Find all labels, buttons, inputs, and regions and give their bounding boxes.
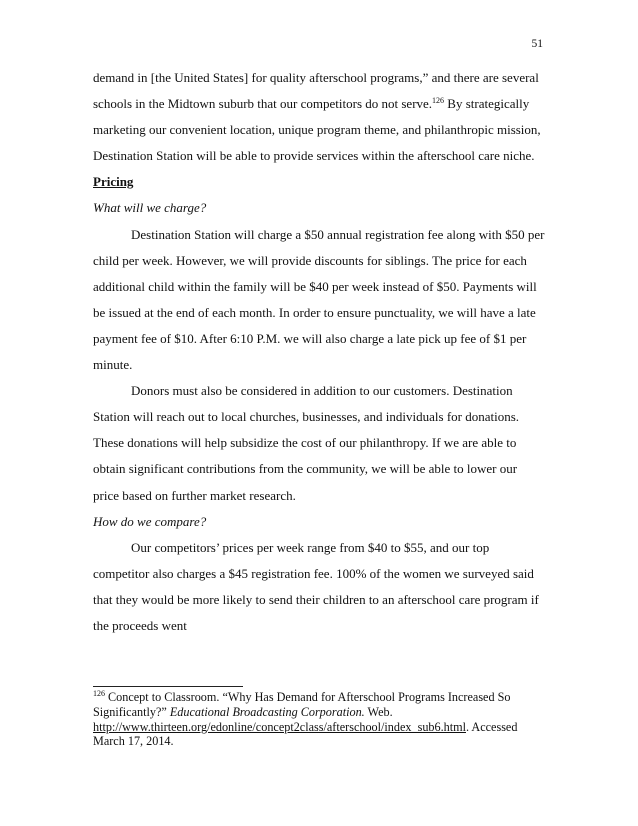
footnote-text: . Accessed March 17, 2014. [93, 719, 518, 749]
paragraph-charges: Destination Station will charge a $50 annual registration fee along with $50 per child per week. However, we will provide discounts for siblings. The price for each additional child within the family will be $40 per week instead of $50. Payments will be issued at the end of each month. In order to ensure punctuality, we will have a late payment fee of $10. After 6:10 P.M. we will also charge a late pick up fee of $1 per minute. [93, 226, 545, 373]
footnote-url-link[interactable]: http://www.thirteen.org/edonline/concept2class/afterschool/index_sub6.html [93, 719, 466, 734]
page-number: 51 [531, 38, 543, 50]
paragraph-donors: Donors must also be considered in addition to our customers. Destination Station will reach out to local churches, businesses, and individuals for donations. These donations will help subsidize the cost of our philanthropy. If we are able to obtain significant contributions from the community, we will be able to lower our price based on further market research. [93, 383, 520, 503]
footnote-source-title: Educational Broadcasting Corporation. [169, 704, 365, 719]
footnote [93, 690, 545, 749]
footnote-divider [93, 686, 243, 687]
heading-text: Pricing [93, 174, 134, 190]
footnote-text: Concept to Classroom. “Why Has Demand for Afterschool Programs Increased So Significantly?” [93, 690, 511, 719]
section-heading-pricing [93, 169, 545, 195]
footnote-number: 126 [93, 689, 105, 698]
paragraph-text: demand in [the United States] for quality afterschool programs,” and there are several schools in the Midtown suburb that our competitors do not serve. [93, 70, 539, 112]
paragraph-demand [93, 65, 545, 169]
subheading-what-will-we-charge: What will we charge? [93, 200, 207, 216]
body-text [93, 65, 545, 639]
paragraph-text: By strategically marketing our convenient location, unique program theme, and philanthropic mission, Destination Station will be able to provide services within the afterschool care niche. [93, 96, 541, 164]
paragraph-competitors: Our competitors’ prices per week range from $40 to $55, and our top competitor also charges a $45 registration fee. 100% of the women we surveyed said that they would be more likely to send their children to an afterschool care program if the proceeds went [93, 539, 539, 633]
subheading-how-do-we-compare: How do we compare? [93, 513, 207, 529]
footnote-reference[interactable]: 126 [432, 96, 445, 106]
footnote-text: Web. [364, 704, 393, 719]
